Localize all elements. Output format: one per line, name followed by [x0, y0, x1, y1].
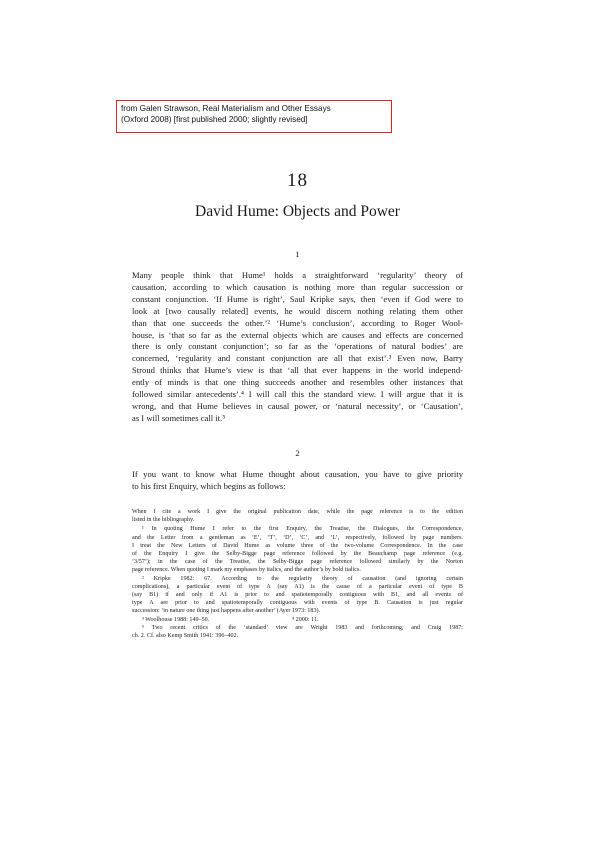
- paragraph-line: constant conjunction. ‘If Hume is right’, Saul Kripke says, then ‘even if God were to: [132, 293, 463, 304]
- paragraph-line: Many people think that Hume¹ holds a straightforward ‘regularity’ theory of: [132, 270, 463, 280]
- paragraph-line: ently of minds is that one thing succeeds another and resembles other instances that: [132, 377, 463, 388]
- footnote-intro: [132, 508, 463, 524]
- paragraph-line: Stroud thinks that Hume’s view is that ‘all that ever happens in the world independ-: [132, 365, 463, 376]
- section-1-paragraph: [132, 270, 463, 425]
- section-number-2: 2: [295, 448, 300, 458]
- chapter-number: 18: [287, 170, 308, 191]
- source-citation-line-2: (Oxford 2008) [first published 2000; slightly revised]: [121, 115, 308, 124]
- footnotes: [132, 508, 463, 640]
- source-citation-line-1: from Galen Strawson, Real Materialism and Other Essays: [121, 104, 331, 113]
- footnote-line: listed in the bibliography.: [132, 517, 195, 524]
- footnote-line: and the Letter from a gentleman as ‘E’, ‘T’, ‘D’, ‘C’, and ‘L’, respectively, followed by page numbers.: [132, 534, 463, 541]
- chapter-title: David Hume: Objects and Power: [195, 203, 400, 220]
- footnote-5: [132, 624, 463, 640]
- footnote-1: [132, 525, 463, 574]
- footnote-line: When I cite a work I give the original publication date, while the page reference is to the edition: [132, 509, 463, 515]
- footnote-line: complications), a particular event of type A (say A1) is the cause of a particular event of type B: [132, 583, 463, 590]
- footnote-2: [132, 575, 463, 616]
- footnote-line: ² Kripke 1982: 67. According to the regularity theory of causation (and ignoring certain: [142, 575, 463, 582]
- footnote-line: ¹ In quoting Hume I refer to the first Enquiry, the Treatise, the Dialogues, the Correspondence,: [142, 526, 463, 533]
- footnote-3-4: [132, 616, 463, 624]
- paragraph-line: concerned, ‘regularity and constant conjunction are all that exist’.³ Even now, Barry: [132, 353, 463, 364]
- footnote-3: ³ Woolhouse 1988: 149–50.: [142, 616, 210, 623]
- paragraph-line: followed similar antecedents’.⁴ I will call this the standard view. I will argue that it is: [132, 389, 463, 400]
- footnote-line: of the Enquiry I give the Selby-Bigge page reference followed by the Beauchamp page reference (e.g.: [132, 551, 463, 558]
- paragraph-line: there is only constant conjunction’; so far as the ‘operations of natural bodies’ are: [132, 341, 463, 352]
- footnote-line: ‘3/57’); in the case of the Treatise, the Selby-Bigge page reference followed similarly by the Norton: [132, 559, 463, 566]
- paragraph-line: as I will sometimes call it.⁵: [132, 412, 226, 423]
- footnote-line: (say B1) if and only if A1 is prior to and spatiotemporally contiguous with B1, and all events of: [132, 592, 463, 599]
- footnote-line: ch. 2. Cf. also Kemp Smith 1941: 396–402.: [132, 633, 239, 640]
- paragraph-line: causation, according to which causation is nothing more than regular succession or: [132, 281, 463, 292]
- footnote-line: page reference. When quoting I mark my emphases by italics, and the author’s by bold italics.: [132, 567, 361, 574]
- paragraph-line: than that one succeeds the other.’² ‘Hume’s conclusion’, according to Roger Wool-: [132, 317, 463, 328]
- section-2-paragraph: [132, 469, 463, 493]
- section-number-1: 1: [295, 249, 300, 259]
- footnote-4: ⁴ 2000: 11.: [292, 616, 319, 623]
- footnote-line: I treat the New Letters of David Hume as volume three of the two-volume Correspondence. In the case: [132, 542, 463, 549]
- paragraph-line: to his first Enquiry, which begins as follows:: [132, 480, 286, 491]
- paragraph-line: wrong, and that Hume believes in causal power, or ‘natural necessity’, or ‘Causation’,: [132, 400, 463, 411]
- paragraph-line: look at [two causally related] events, he would discern nothing relating them other: [132, 305, 463, 316]
- footnote-line: succession: ‘in nature one thing just happens after another’ (Ayer 1973: 183).: [132, 608, 321, 615]
- source-citation-box: [116, 100, 392, 133]
- paragraph-line: house, is ‘that so far as the external objects which are causes and effects are concerned: [132, 329, 463, 340]
- paragraph-line: If you want to know what Hume thought about causation, you have to give priority: [132, 469, 463, 479]
- footnote-line: ⁵ Two recent critics of the ‘standard’ view are Wright 1983 and forthcoming, and Craig 1987:: [142, 624, 463, 631]
- footnote-line: type A are prior to and spatiotemporally contiguous with events of type B. Causation is just regular: [132, 600, 463, 607]
